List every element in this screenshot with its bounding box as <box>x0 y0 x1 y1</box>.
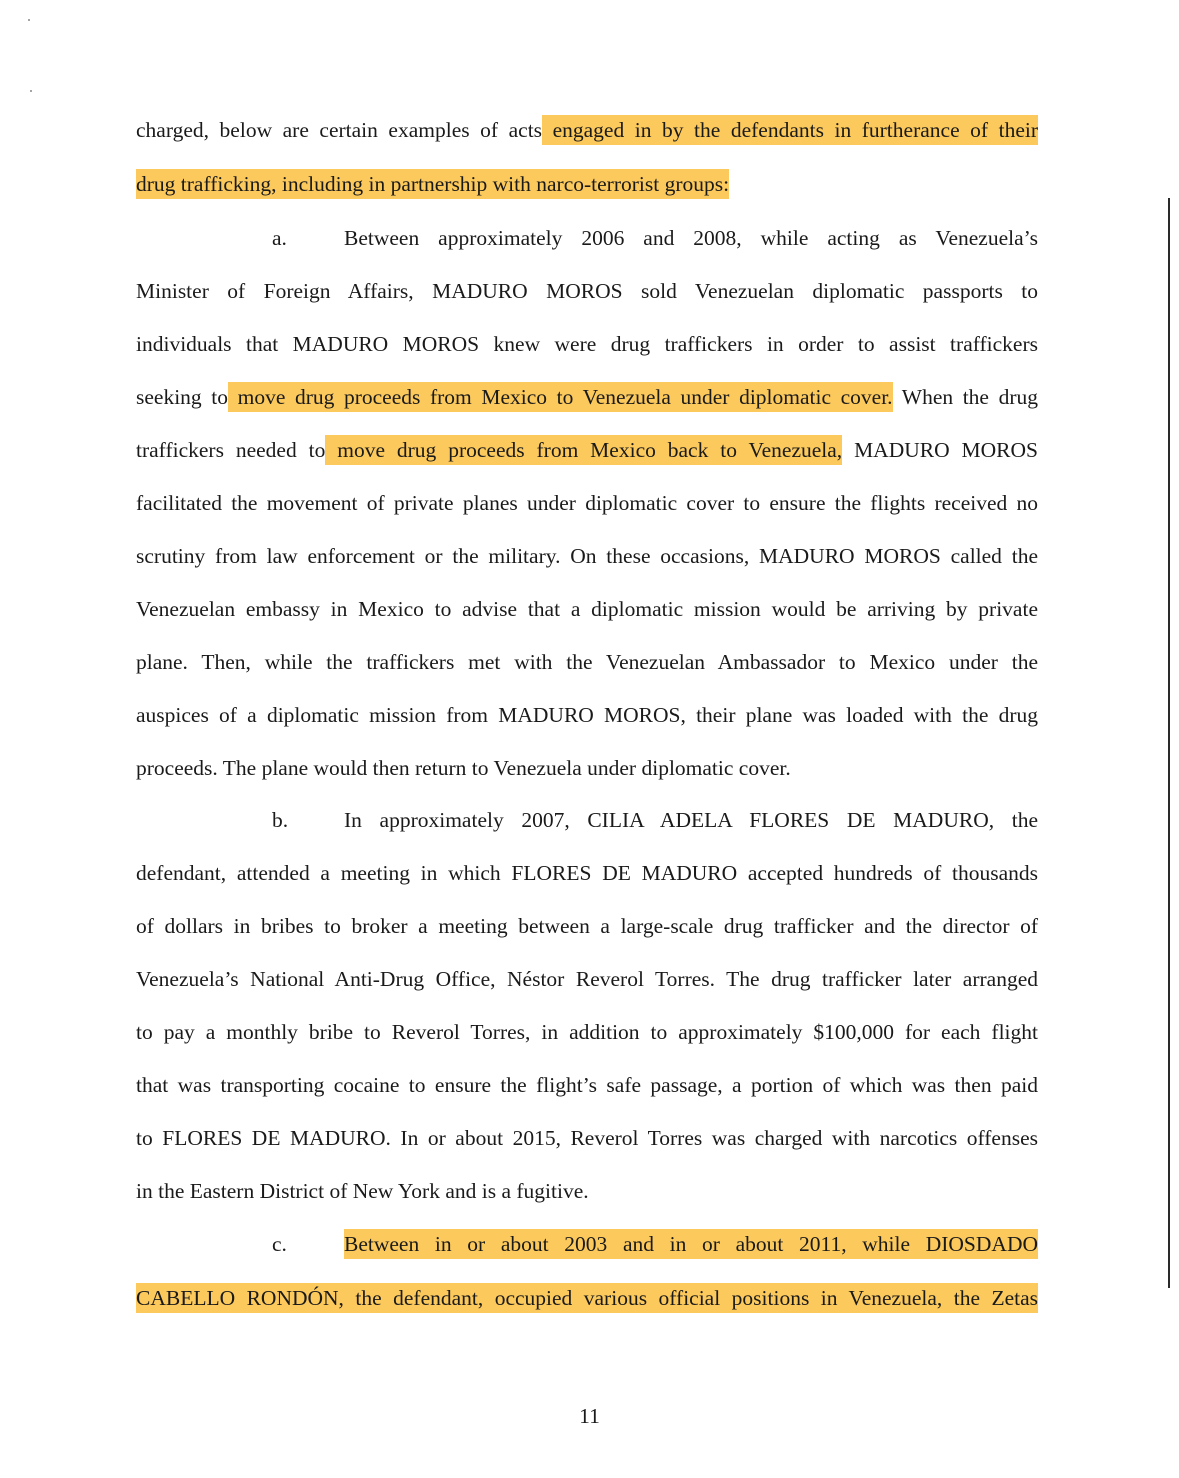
highlighted-text: move drug proceeds from Mexico back to Venezuela, <box>325 435 842 465</box>
page-number: 11 <box>579 1404 600 1428</box>
text-line: Venezuela’s National Anti-Drug Office, Néstor Reverol Torres. The drug trafficker later arranged <box>136 967 1038 991</box>
text-line: individuals that MADURO MOROS knew were drug traffickers in order to assist traffickers <box>136 332 1038 356</box>
text-line: scrutiny from law enforcement or the military. On these occasions, MADURO MOROS called the <box>136 544 1038 568</box>
text-line <box>136 1278 1038 1318</box>
paragraph-a-first-line: a. Between approximately 2006 and 2008, while acting as Venezuela’s <box>272 218 1038 258</box>
list-marker-a: a. <box>272 226 287 250</box>
paragraph-b-first-line: b. In approximately 2007, CILIA ADELA FLORES DE MADURO, the <box>272 800 1038 840</box>
text-line <box>136 164 1038 204</box>
text-line: charged, below are certain examples of acts engaged in by the defendants in furtherance of their <box>136 110 1038 150</box>
text-line: seeking to move drug proceeds from Mexico to Venezuela under diplomatic cover. When the drug <box>136 377 1038 417</box>
highlighted-text: move drug proceeds from Mexico to Venezuela under diplomatic cover. <box>228 382 893 412</box>
text-line: Minister of Foreign Affairs, MADURO MOROS sold Venezuelan diplomatic passports to <box>136 279 1038 303</box>
text-line: traffickers needed to move drug proceeds from Mexico back to Venezuela, MADURO MOROS <box>136 430 1038 470</box>
highlighted-text: engaged in by the defendants in furtherance of their <box>542 115 1038 145</box>
highlighted-text: CABELLO RONDÓN, the defendant, occupied various official positions in Venezuela, the Zetas <box>136 1283 1038 1313</box>
scan-speck <box>30 90 32 92</box>
text-line: that was transporting cocaine to ensure the flight’s safe passage, a portion of which was then paid <box>136 1073 1038 1097</box>
text-line: proceeds. The plane would then return to Venezuela under diplomatic cover. <box>136 756 791 780</box>
text-line: facilitated the movement of private planes under diplomatic cover to ensure the flights received no <box>136 491 1038 515</box>
text-line: plane. Then, while the traffickers met with the Venezuelan Ambassador to Mexico under the <box>136 650 1038 674</box>
highlighted-text: drug trafficking, including in partnership with narco-terrorist groups: <box>136 169 729 199</box>
highlighted-text: Between in or about 2003 and in or about 2011, while DIOSDADO <box>344 1229 1038 1259</box>
paragraph-c-first-line <box>272 1224 1038 1264</box>
text-line: to FLORES DE MADURO. In or about 2015, Reverol Torres was charged with narcotics offenses <box>136 1126 1038 1150</box>
text-line: Venezuelan embassy in Mexico to advise that a diplomatic mission would be arriving by private <box>136 597 1038 621</box>
text-line: of dollars in bribes to broker a meeting between a large-scale drug trafficker and the director of <box>136 914 1038 938</box>
text-line: defendant, attended a meeting in which FLORES DE MADURO accepted hundreds of thousands <box>136 861 1038 885</box>
list-marker-b: b. <box>272 808 289 832</box>
text-line: auspices of a diplomatic mission from MADURO MOROS, their plane was loaded with the drug <box>136 703 1038 727</box>
text-line: to pay a monthly bribe to Reverol Torres, in addition to approximately $100,000 for each flight <box>136 1020 1038 1044</box>
scan-edge-line <box>1168 198 1170 1288</box>
scan-speck <box>28 19 30 21</box>
list-marker-c: c. <box>272 1232 287 1256</box>
text-line: in the Eastern District of New York and is a fugitive. <box>136 1179 589 1203</box>
